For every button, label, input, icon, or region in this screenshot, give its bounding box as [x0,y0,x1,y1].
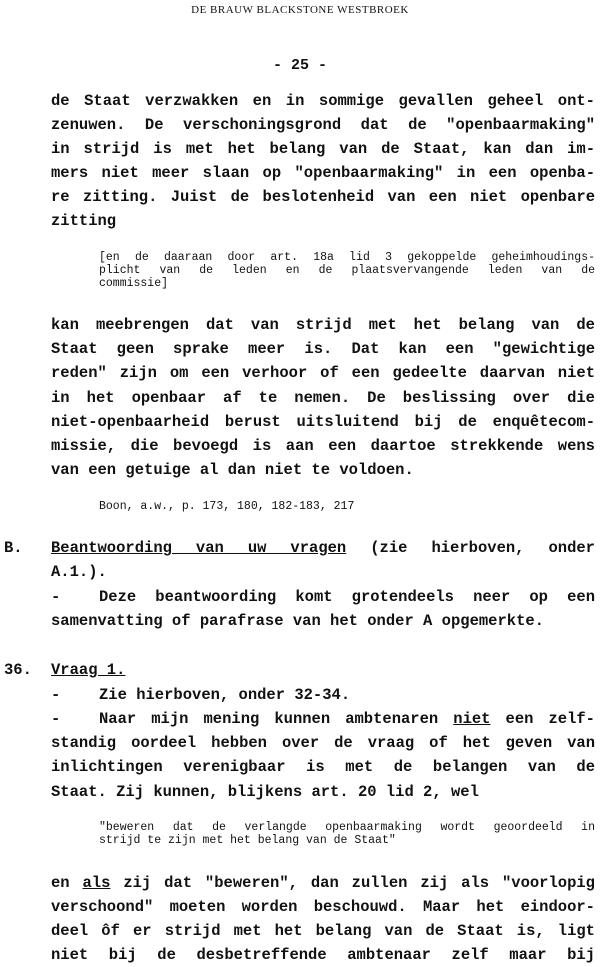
section-36-item-line [99,709,595,729]
section-marker-36: 36. [4,661,32,679]
paragraph-line: reden" zijn om een verhoor of een gedeelte daarvan niet [51,364,595,382]
section-b-line: samenvatting of parafrase van het onder A opgemerkte. [51,612,544,630]
note-line: [en de daaraan door art. 18a lid 3 gekoppelde geheimhoudings- [99,251,595,264]
paragraph-line: zitting [51,212,117,230]
section-b-heading-line [51,538,595,558]
section-marker-b: B. [4,539,23,557]
paragraph-line: zenuwen. De verschoningsgrond dat de "openbaarmaking" [51,116,595,134]
section-b-heading: Beantwoording van uw vragen [51,539,347,557]
section-36-heading-line [51,660,595,680]
section-b-line: A.1.). [51,563,107,581]
page-number: - 25 - [272,57,327,74]
section-36-line: standig oordeel hebben over de vraag of het geven van [51,734,595,752]
final-line: deel ôf er strijd met het belang van de Staat is, ligt [51,922,595,940]
section-b-heading-rest: (zie hierboven, onder [370,539,595,557]
paragraph-line: re zitting. Juist de beslotenheid van een niet openbare [51,188,595,206]
item2-post: een zelf- [505,710,595,728]
paragraph-line: de Staat verzwakken en in sommige gevallen geheel ont- [51,92,595,110]
dash-bullet: - [51,686,61,704]
paragraph-line: niet-openbaarheid berust uitsluitend bij de enquêtecom- [51,413,595,431]
paragraph-line: in het openbaar af te nemen. De beslissing over die [51,389,595,407]
final-line: niet bij de desbetreffende ambtenaar zelf maar bij [51,946,595,964]
quote-line: "beweren dat de verlangde openbaarmaking wordt geoordeeld in [99,821,595,834]
final-en: en [51,874,70,892]
emphasis-als: als [82,874,111,892]
dash-bullet: - [51,710,61,728]
final-line: verschoond" moeten worden beschouwd. Maar het eindoor- [51,898,595,916]
emphasis-niet: niet [453,710,491,728]
letterhead: DE BRAUW BLACKSTONE WESTBROEK [191,4,409,16]
citation: Boon, a.w., p. 173, 180, 182-183, 217 [99,500,355,513]
paragraph-line: mers niet meer slaan op "openbaarmaking" in een openba- [51,164,595,182]
section-36-line: inlichtingen verenigbaar is met de belangen van de [51,758,595,776]
final-line [51,873,595,893]
section-b-line: Deze beantwoording komt grotendeels neer op een [99,588,595,606]
paragraph-line: in strijd is met het belang van de Staat, kan dan im- [51,140,595,158]
quote-line: strijd te zijn met het belang van de Staat" [99,834,396,847]
dash-bullet: - [51,588,61,606]
final-rest: zij dat "beweren", dan zullen zij als "voorlopig [123,874,595,892]
section-36-item: Zie hierboven, onder 32-34. [99,686,351,704]
item2-pre: Naar mijn mening kunnen ambtenaren [99,710,439,728]
note-line: plicht van de leden en de plaatsvervangende leden van de [99,264,595,277]
note-line: commissie] [99,277,169,290]
paragraph-line: missie, die bevoegd is aan een daartoe strekkende wens [51,437,595,455]
section-36-heading: Vraag 1. [51,661,126,679]
paragraph-line: van een getuige al dan niet te voldoen. [51,461,414,479]
paragraph-line: kan meebrengen dat van strijd met het belang van de [51,316,595,334]
paragraph-line: Staat geen sprake meer is. Dat kan een "gewichtige [51,340,595,358]
section-36-line: Staat. Zij kunnen, blijkens art. 20 lid 2, wel [51,783,479,801]
